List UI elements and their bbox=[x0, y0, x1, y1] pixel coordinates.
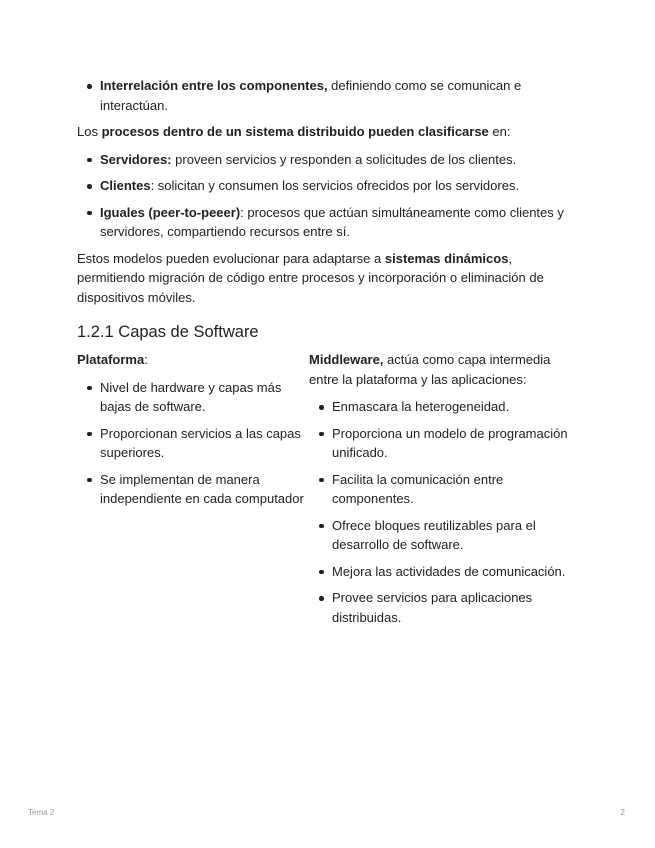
platform-column bbox=[77, 350, 309, 634]
para-pre: Estos modelos pueden evolucionar para adaptarse a bbox=[77, 250, 385, 266]
process-list bbox=[77, 150, 582, 242]
heading-rest: : bbox=[144, 352, 148, 367]
para-bold: sistemas dinámicos bbox=[384, 250, 509, 266]
processes-intro bbox=[77, 122, 582, 142]
footer-page-number: 2 bbox=[620, 808, 625, 817]
footer-chapter-label: Tema 2 bbox=[28, 808, 55, 817]
list-item: Provee servicios para aplicaciones distribuidas. bbox=[309, 588, 582, 627]
list-item-peers bbox=[77, 203, 582, 242]
list-item: Proporciona un modelo de programación unificado. bbox=[309, 424, 582, 463]
middleware-list bbox=[309, 397, 582, 627]
list-item: Nivel de hardware y capas más bajas de software. bbox=[77, 378, 309, 417]
list-item: Ofrece bloques reutilizables para el desarrollo de software. bbox=[309, 516, 582, 555]
platform-heading bbox=[77, 350, 309, 370]
page-content bbox=[77, 76, 582, 634]
heading-rest: actúa como capa intermedia entre la plataforma y las aplicaciones: bbox=[309, 352, 551, 387]
list-item: Proporcionan servicios a las capas superiores. bbox=[77, 424, 309, 463]
list-item: Enmascara la heterogeneidad. bbox=[309, 397, 582, 417]
item-text: : solicitan y consumen los servicios ofrecidos por los servidores. bbox=[150, 178, 520, 193]
middleware-heading bbox=[309, 350, 582, 389]
section-title: 1.2.1 Capas de Software bbox=[77, 323, 259, 341]
item-text: definiendo como se comunican e interactúan. bbox=[100, 78, 522, 113]
list-item-clients bbox=[77, 176, 582, 196]
components-list bbox=[77, 76, 582, 115]
dynamic-systems-paragraph bbox=[77, 249, 582, 308]
list-item bbox=[77, 76, 582, 115]
list-item: Se implementan de manera independiente en cada computador bbox=[77, 470, 309, 509]
intro-bold: procesos dentro de un sistema distribuido pueden clasificarse bbox=[101, 124, 489, 139]
platform-list bbox=[77, 378, 309, 509]
intro-pre: Los bbox=[77, 124, 102, 139]
two-column-layout bbox=[77, 350, 582, 634]
item-bold: Interrelación entre los componentes, bbox=[100, 78, 328, 93]
list-item-servers bbox=[77, 150, 582, 170]
item-bold: Clientes bbox=[100, 178, 151, 193]
heading-bold: Middleware, bbox=[309, 352, 384, 367]
item-text: : procesos que actúan simultáneamente como clientes y servidores, compartiendo recursos entre sí. bbox=[100, 204, 564, 239]
item-bold: Servidores: bbox=[100, 151, 172, 167]
list-item: Facilita la comunicación entre componentes. bbox=[309, 470, 582, 509]
list-item: Mejora las actividades de comunicación. bbox=[309, 562, 582, 582]
item-text: proveen servicios y responden a solicitudes de los clientes. bbox=[171, 151, 517, 167]
item-bold: Iguales (peer-to-peeer) bbox=[100, 204, 241, 220]
para-post: , permitiendo migración de código entre procesos y incorporación o eliminación de dispositivos móviles. bbox=[77, 250, 544, 305]
intro-post: en: bbox=[488, 124, 511, 139]
middleware-column bbox=[309, 350, 582, 634]
heading-bold: Plataforma bbox=[77, 352, 145, 367]
